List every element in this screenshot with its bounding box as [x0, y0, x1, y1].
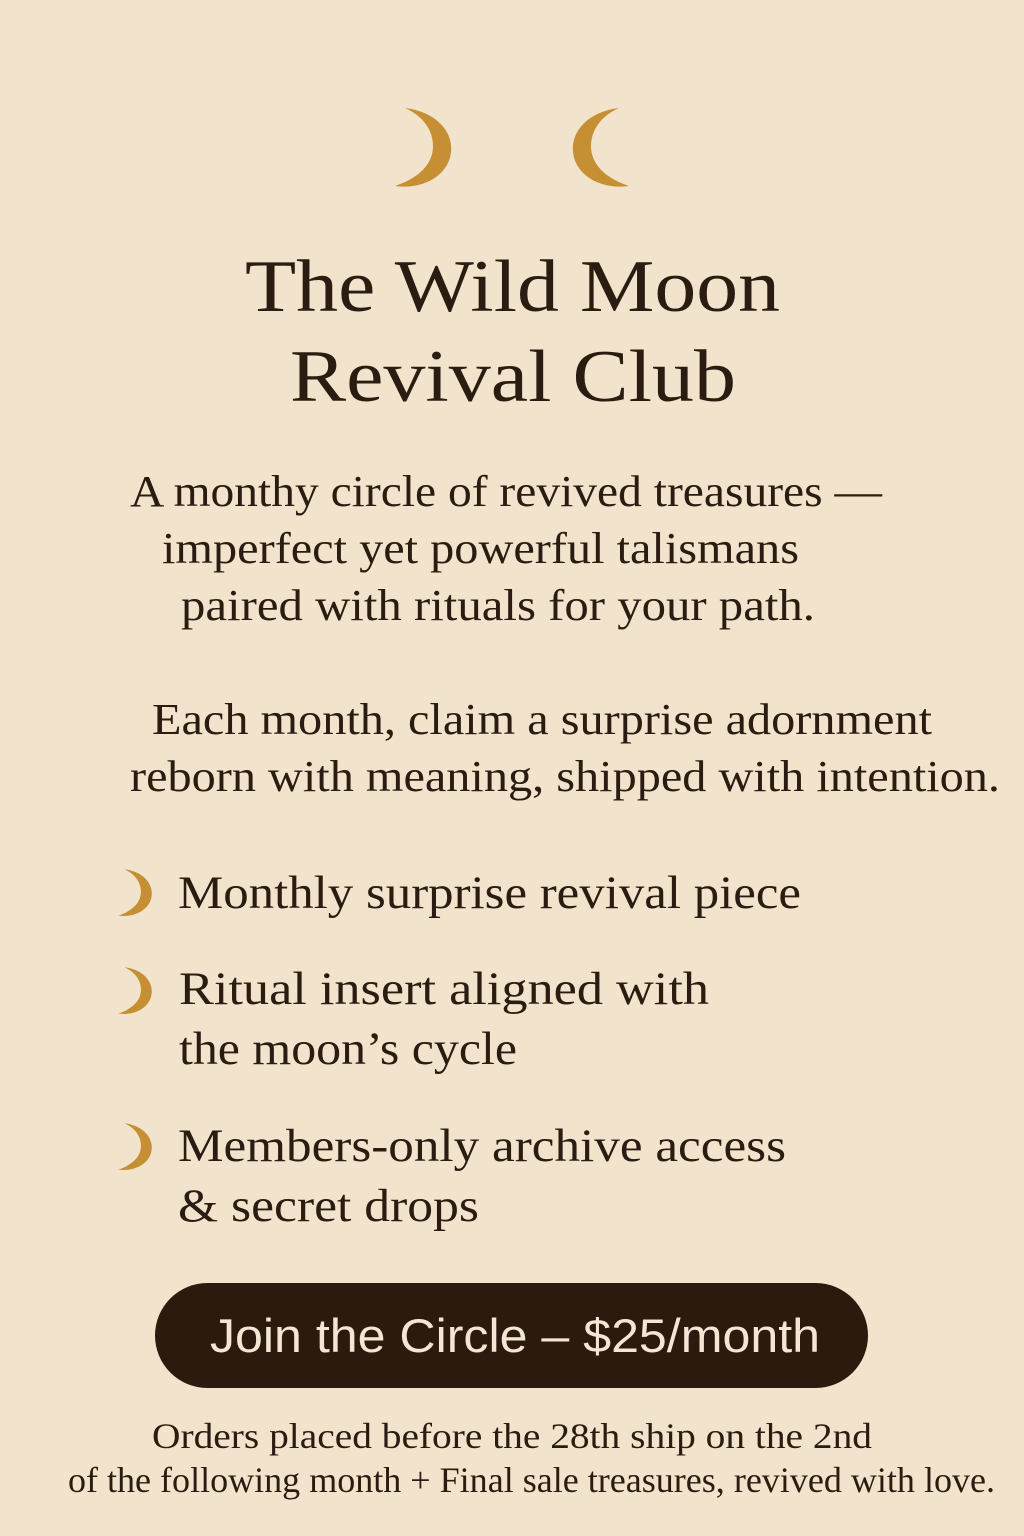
join-circle-button[interactable]: [155, 1283, 868, 1388]
crescent-bullet-icon: [117, 868, 153, 918]
intro-line: A monthy circle of revived treasures —: [130, 467, 882, 516]
intro-line: paired with rituals for your path.: [181, 581, 815, 630]
crescent-moon-icon: [393, 106, 453, 190]
benefit-item: the moon’s cycle: [179, 1023, 517, 1075]
benefit-item: Ritual insert aligned with: [179, 963, 709, 1015]
description-line: Each month, claim a surprise adornment: [152, 695, 932, 744]
crescent-moon-icon: [571, 106, 631, 190]
page-title-line-1: The Wild Moon: [245, 246, 780, 328]
benefit-item: Monthly surprise revival piece: [178, 867, 801, 919]
benefit-item: Members-only archive access: [178, 1120, 786, 1172]
crescent-bullet-icon: [117, 1122, 153, 1172]
footer-line: Orders placed before the 28th ship on the 2nd: [152, 1416, 872, 1456]
intro-line: imperfect yet powerful talismans: [162, 524, 799, 573]
page-title-line-2: Revival Club: [290, 336, 736, 418]
benefit-item: & secret drops: [178, 1180, 479, 1232]
description-line: reborn with meaning, shipped with intention.: [130, 752, 1000, 801]
footer-line: of the following month + Final sale treasures, revived with love.: [68, 1460, 995, 1500]
join-circle-label: Join the Circle – $25/month: [210, 1309, 820, 1362]
crescent-bullet-icon: [117, 966, 153, 1016]
